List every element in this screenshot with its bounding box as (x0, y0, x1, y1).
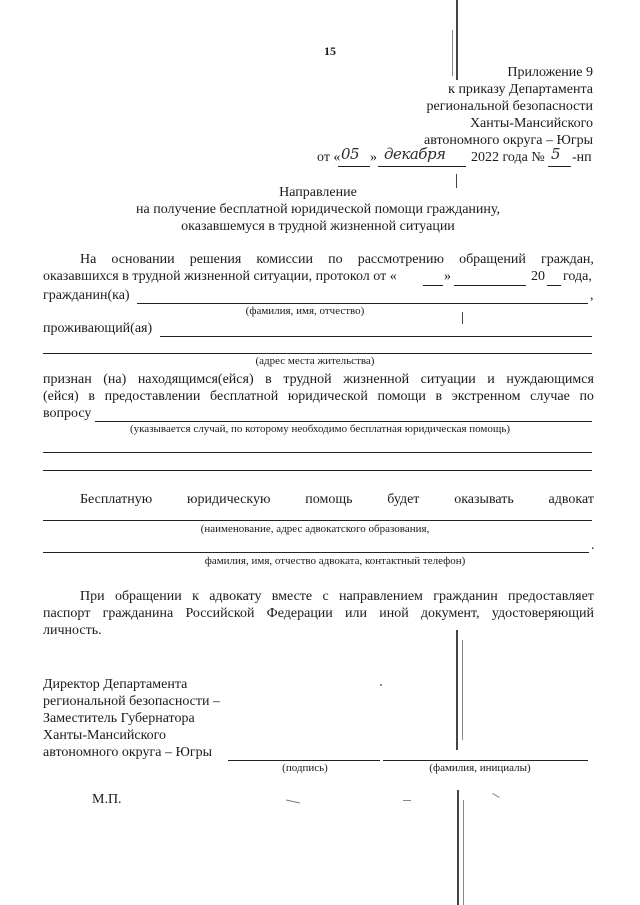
signatory-title-5: автономного округа – Югры (43, 745, 212, 760)
header-department: региональной безопасности (426, 99, 593, 114)
page-number: 15 (324, 44, 336, 58)
order-number-line (548, 166, 571, 167)
scan-speck (380, 684, 382, 686)
signature-caption: (подпись) (282, 762, 328, 774)
citizen-caption: (фамилия, имя, отчество) (245, 305, 365, 317)
issue-field-2[interactable] (43, 452, 592, 453)
p1-line2-c: 20 (531, 269, 545, 284)
doc-subtitle-2: оказавшемуся в трудной жизненной ситуации (181, 219, 455, 234)
signatory-title-4: Ханты-Мансийского (43, 728, 167, 743)
citizen-name-field[interactable] (137, 303, 588, 304)
p1-line2-a: оказавшихся в трудной жизненной ситуации, протокол от « (43, 269, 397, 284)
order-suffix: -нп (572, 150, 592, 165)
lawyer-line: Бесплатную юридическую помощь будет оказывать адвокат (80, 492, 594, 507)
doc-subtitle-1: на получение бесплатной юридической помощи гражданину, (136, 202, 500, 217)
header-okrug: автономного округа – Югры (424, 133, 593, 148)
order-month-handwritten: декабря (384, 145, 446, 163)
stamp-place-label: М.П. (92, 792, 122, 807)
p2-line3: вопросу (43, 406, 92, 421)
scan-fold-line (463, 800, 464, 905)
header-region: Ханты-Мансийского (469, 116, 593, 131)
signatory-name-field[interactable] (383, 760, 588, 761)
issue-field-3[interactable] (43, 470, 592, 471)
scan-speck (286, 800, 300, 804)
doc-title: Направление (279, 185, 357, 200)
header-order-ref: к приказу Департамента (448, 82, 593, 97)
p3-line3: личность. (43, 623, 102, 638)
citizen-end: , (590, 288, 594, 303)
lawyer-field-1[interactable] (43, 520, 592, 521)
scan-fold-line (457, 790, 459, 905)
order-prefix: от « (317, 150, 341, 165)
protocol-month-field[interactable] (454, 285, 526, 286)
p3-line1: При обращении к адвокату вместе с направлением гражданин предоставляет (80, 589, 594, 604)
scan-fold-line (462, 312, 463, 324)
order-mid: » (370, 150, 377, 165)
p1-line2-b: » (444, 269, 451, 284)
signature-field[interactable] (228, 760, 380, 761)
scan-speck (492, 793, 499, 798)
p2-line1: признан (на) находящимся(ейся) в трудной жизненной ситуации и нуждающимся (43, 372, 594, 387)
protocol-year-field[interactable] (547, 285, 561, 286)
lawyer-caption-2: фамилия, имя, отчество адвоката, контактный телефон) (204, 555, 466, 567)
order-year: 2022 года № (471, 150, 545, 165)
p3-line2: паспорт гражданина Российской Федерации или иной документ, удостоверяющий (43, 606, 594, 621)
issue-field[interactable] (95, 421, 592, 422)
scan-fold-line (462, 640, 463, 740)
scan-fold-line (456, 630, 458, 750)
residence-field-2[interactable] (43, 353, 592, 354)
order-number-handwritten: 5 (551, 145, 561, 163)
header-appendix: Приложение 9 (507, 65, 593, 80)
citizen-label: гражданин(ка) (43, 288, 130, 303)
lawyer-caption-1: (наименование, адрес адвокатского образования, (200, 523, 430, 535)
signatory-name-caption: (фамилия, инициалы) (429, 762, 531, 774)
p1-line2-d: года, (563, 269, 592, 284)
lawyer-field-2[interactable] (43, 552, 589, 553)
signatory-title-3: Заместитель Губернатора (43, 711, 195, 726)
scan-fold-line (456, 0, 458, 80)
p2-line2: (ейся) в предоставлении бесплатной юридической помощи в экстренном случае по (43, 389, 594, 404)
scan-fold-line (452, 30, 453, 76)
residence-label: проживающий(ая) (43, 321, 153, 336)
signatory-title-1: Директор Департамента (43, 677, 188, 692)
order-day-handwritten: 05 (341, 145, 360, 163)
order-day-line (338, 166, 370, 167)
p1-line1: На основании решения комиссии по рассмотрению обращений граждан, (80, 252, 594, 267)
protocol-day-field[interactable] (423, 285, 443, 286)
signatory-title-2: региональной безопасности – (43, 694, 220, 709)
residence-field-1[interactable] (160, 336, 592, 337)
order-month-line (378, 166, 466, 167)
scan-speck (403, 800, 411, 801)
residence-caption: (адрес места жительства) (255, 355, 375, 367)
issue-caption: (указывается случай, по которому необходимо бесплатная юридическая помощь) (129, 423, 511, 435)
lawyer-end: . (591, 538, 595, 553)
